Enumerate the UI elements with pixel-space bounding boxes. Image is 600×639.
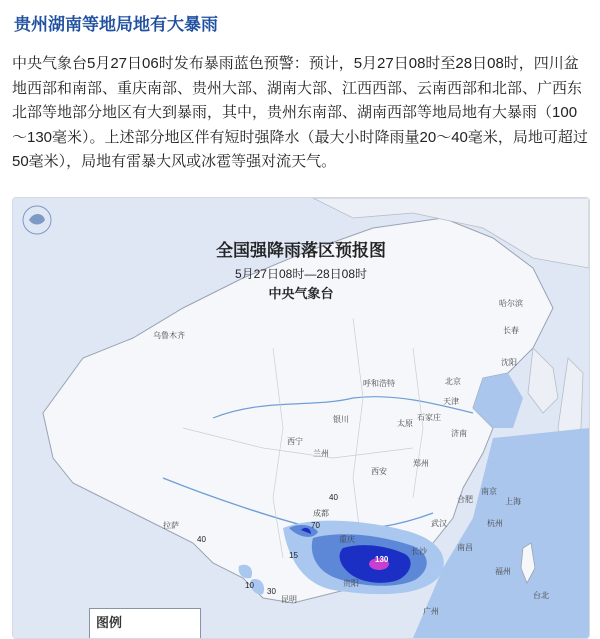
article-title: 贵州湖南等地局地有大暴雨 [14, 15, 218, 34]
city-label: 哈尔滨 [499, 299, 523, 308]
map-legend [89, 608, 201, 639]
city-label: 广州 [423, 607, 439, 616]
rainfall-forecast-map [12, 197, 590, 639]
rain-value-label: 40 [329, 493, 338, 502]
rain-value-label: 40 [197, 535, 206, 544]
city-label: 乌鲁木齐 [153, 331, 185, 340]
city-label: 太原 [397, 419, 413, 428]
rain-value-label: 10 [245, 581, 254, 590]
rain-value-label: 130 [375, 555, 389, 564]
rain-value-label: 30 [267, 587, 276, 596]
city-label: 沈阳 [501, 358, 517, 367]
map-title: 全国强降雨落区预报图 [216, 241, 386, 261]
rain-value-label: 15 [289, 551, 298, 560]
city-label: 昆明 [281, 595, 297, 604]
city-label: 上海 [505, 497, 521, 506]
city-label: 北京 [445, 377, 461, 386]
city-label: 石家庄 [417, 413, 441, 422]
city-label: 西宁 [287, 437, 303, 446]
city-label: 长春 [503, 326, 519, 335]
city-label: 南京 [481, 487, 497, 496]
city-label: 呼和浩特 [363, 379, 395, 388]
city-label: 天津 [443, 397, 459, 406]
city-label: 杭州 [487, 519, 503, 528]
city-label: 长沙 [411, 547, 427, 556]
city-label: 台北 [533, 591, 549, 600]
city-label: 银川 [333, 415, 349, 424]
map-issuer: 中央气象台 [268, 286, 334, 301]
city-label: 重庆 [339, 535, 355, 544]
city-label: 贵阳 [343, 579, 359, 588]
city-label: 拉萨 [163, 521, 179, 530]
city-label: 济南 [451, 429, 467, 438]
rain-value-label: 70 [311, 521, 320, 530]
map-period: 5月27日08时—28日08时 [234, 267, 368, 281]
city-label: 南昌 [457, 543, 473, 552]
city-label: 兰州 [313, 449, 329, 458]
city-label: 合肥 [457, 495, 473, 504]
city-label: 郑州 [413, 459, 429, 468]
city-label: 西安 [371, 467, 387, 476]
legend-title: 图例 [96, 615, 123, 630]
map-canvas [13, 198, 589, 638]
article-paragraph: 中央气象台5月27日06时发布暴雨蓝色预警：预计，5月27日08时至28日08时，四川盆地西部和南部、重庆南部、贵州大部、湖南大部、江西西部、云南西部和北部、广西东北部等地部分地区有大到暴雨，其中，贵州东南部、湖南西部等地局地有大暴雨（100～130毫米）。上述部分地区伴有短时强降水（最大小时降雨量20～40毫米，局地可超过50毫米），局地有雷暴大风或冰雹等强对流天气。 [12, 55, 588, 170]
city-label: 福州 [495, 567, 511, 576]
city-label: 武汉 [431, 519, 447, 528]
city-label: 成都 [313, 509, 329, 518]
